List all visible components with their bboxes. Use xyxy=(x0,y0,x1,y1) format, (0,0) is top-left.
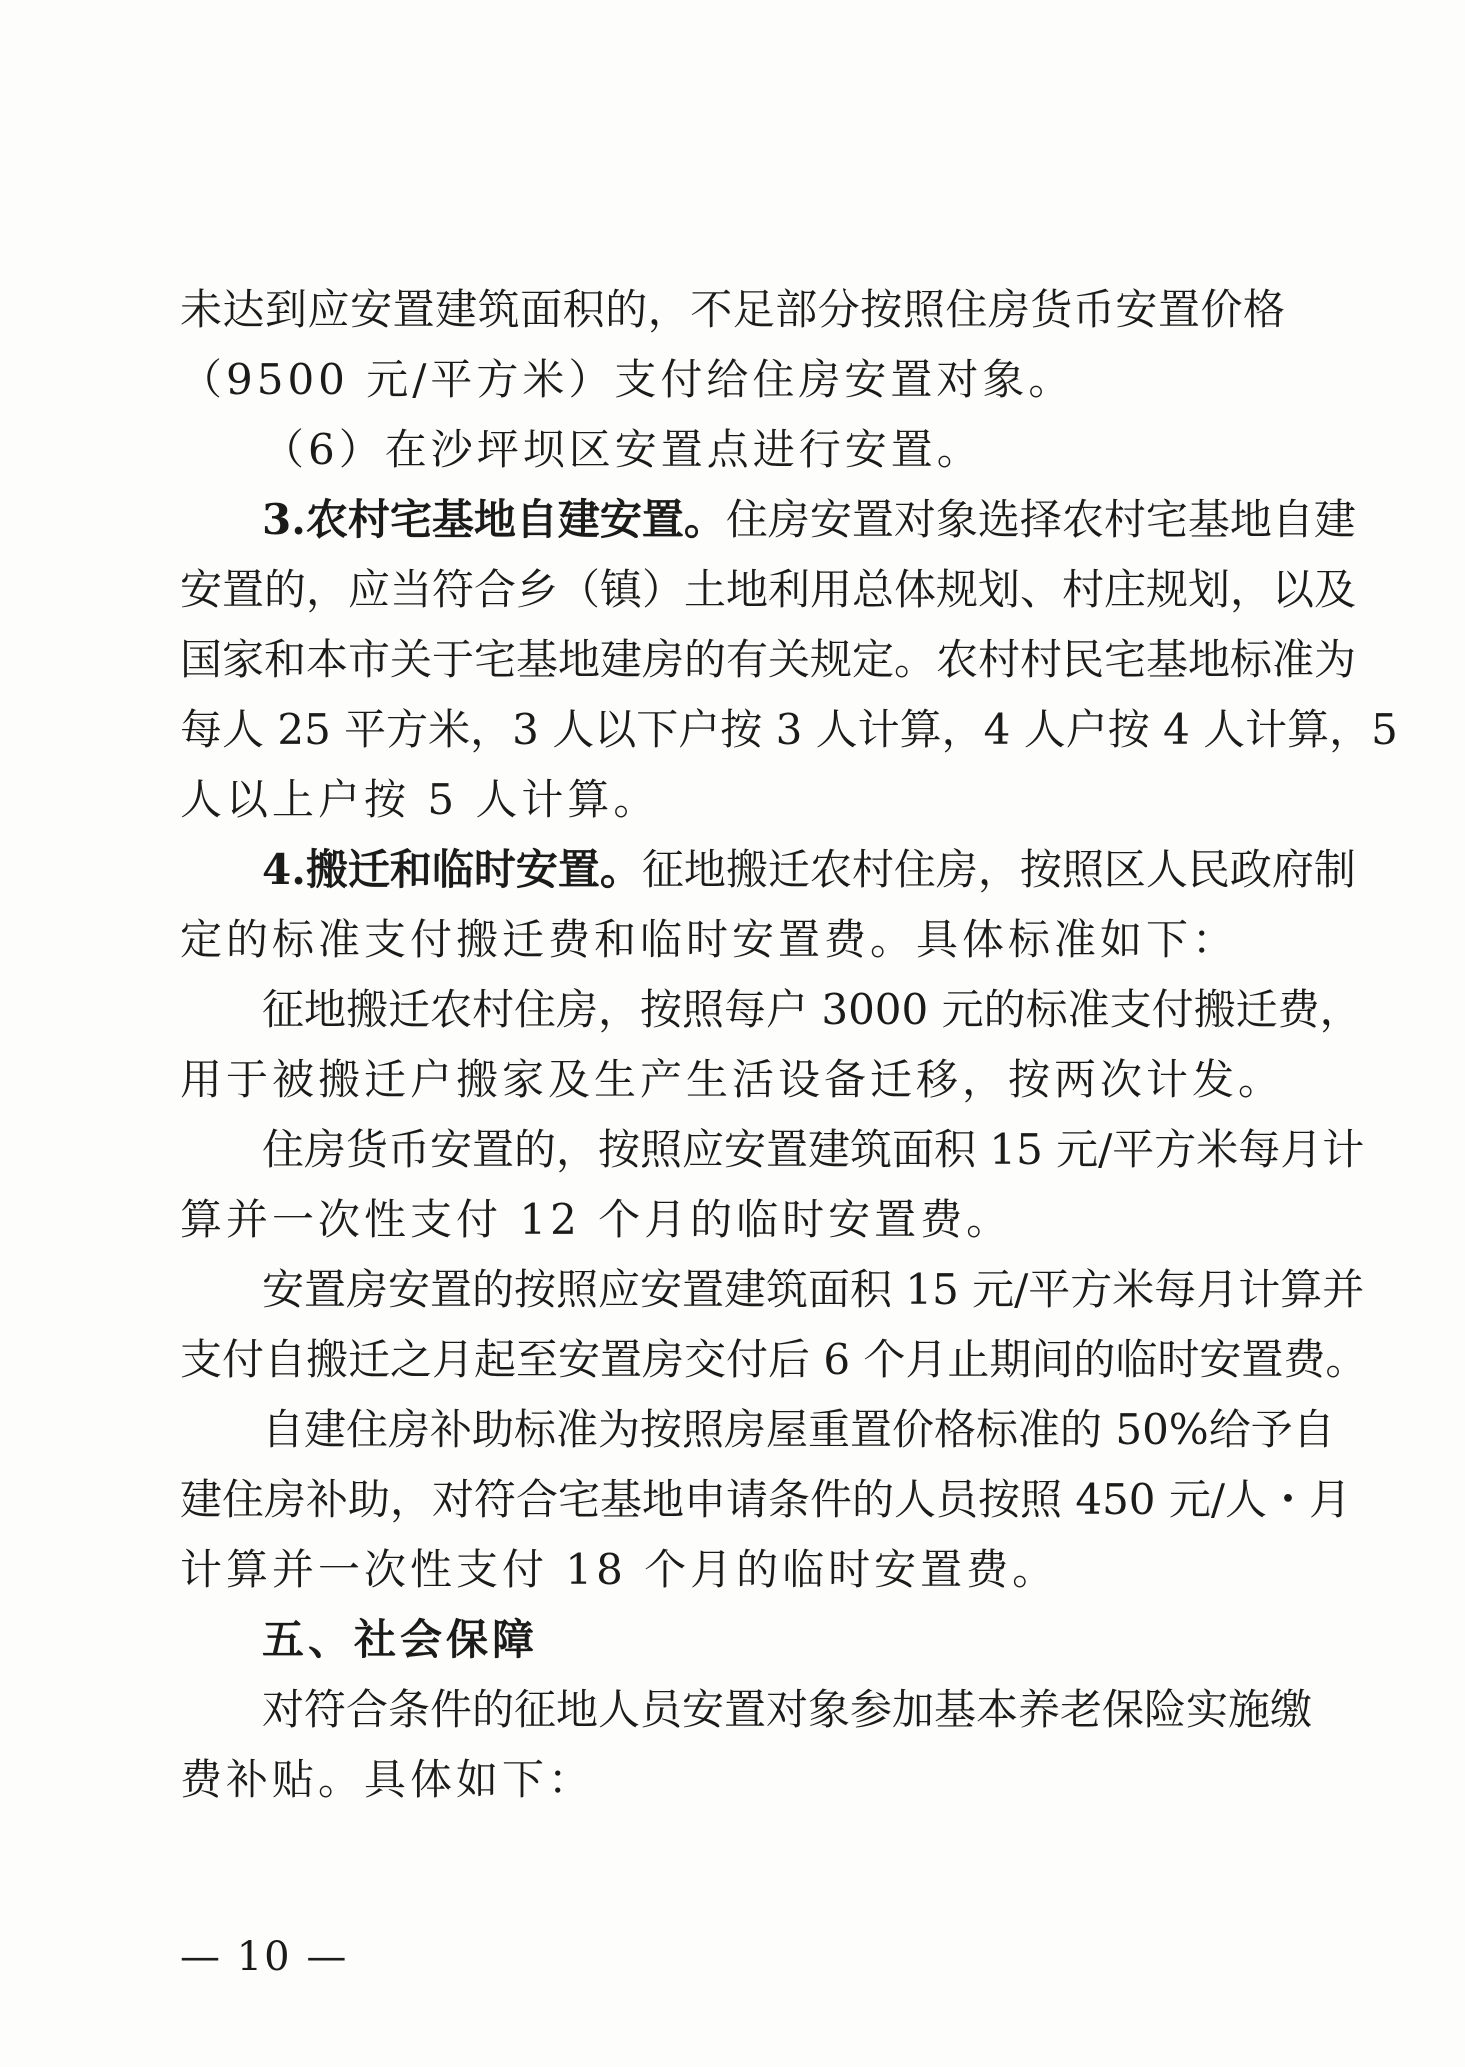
section-4-line-4: 用于被搬迁户搬家及生产生活设备迁移，按两次计发。 xyxy=(180,1055,1285,1104)
section-4-line-5: 住房货币安置的，按照应安置建筑面积 15 元/平方米每月计 xyxy=(262,1125,1365,1174)
section-3-line-4: 每人 25 平方米，3 人以下户按 3 人计算，4 人户按 4 人计算，5 xyxy=(180,705,1398,754)
section-4-line-6: 算并一次性支付 12 个月的临时安置费。 xyxy=(180,1195,1013,1244)
section-4-line-11: 计算并一次性支付 18 个月的临时安置费。 xyxy=(180,1545,1059,1594)
section-4-text: 征地搬迁农村住房，按照区人民政府制 xyxy=(641,845,1356,894)
section-3-line-3: 国家和本市关于宅基地建房的有关规定。农村村民宅基地标准为 xyxy=(180,635,1357,684)
page-number: — 10 — xyxy=(180,1934,349,1980)
section-3-line-5: 人以上户按 5 人计算。 xyxy=(180,775,660,824)
section-4-line-3: 征地搬迁农村住房，按照每户 3000 元的标准支付搬迁费， xyxy=(262,985,1362,1034)
section-5-line-1: 对符合条件的征地人员安置对象参加基本养老保险实施缴 xyxy=(262,1685,1313,1734)
paragraph-line-1: 未达到应安置建筑面积的，不足部分按照住房货币安置价格 xyxy=(180,285,1285,334)
section-3-line-2: 安置的，应当符合乡（镇）土地利用总体规划、村庄规划，以及 xyxy=(180,565,1357,614)
section-4-line-7: 安置房安置的按照应安置建筑面积 15 元/平方米每月计算并 xyxy=(262,1265,1365,1314)
paragraph-line-2: （9500 元/平方米）支付给住房安置对象。 xyxy=(180,355,1075,404)
paragraph-line-3: （6）在沙坪坝区安置点进行安置。 xyxy=(262,425,983,474)
section-4-line-2: 定的标准支付搬迁费和临时安置费。具体标准如下： xyxy=(180,915,1239,964)
section-3-text: 住房安置对象选择农村宅基地自建 xyxy=(725,495,1356,544)
section-3-title: 3.农村宅基地自建安置。 xyxy=(262,495,726,544)
section-4-line-1 xyxy=(262,844,1356,896)
section-4-line-9: 自建住房补助标准为按照房屋重置价格标准的 50%给予自 xyxy=(262,1405,1335,1454)
section-5-heading: 五、社会保障 xyxy=(262,1615,539,1664)
section-4-title: 4.搬迁和临时安置。 xyxy=(262,845,642,894)
section-4-line-10: 建住房补助，对符合宅基地申请条件的人员按照 450 元/人・月 xyxy=(180,1475,1352,1524)
section-3-line-1 xyxy=(262,494,1356,546)
section-5-line-2: 费补贴。具体如下： xyxy=(180,1755,595,1804)
section-4-line-8: 支付自搬迁之月起至安置房交付后 6 个月止期间的临时安置费。 xyxy=(180,1335,1368,1384)
